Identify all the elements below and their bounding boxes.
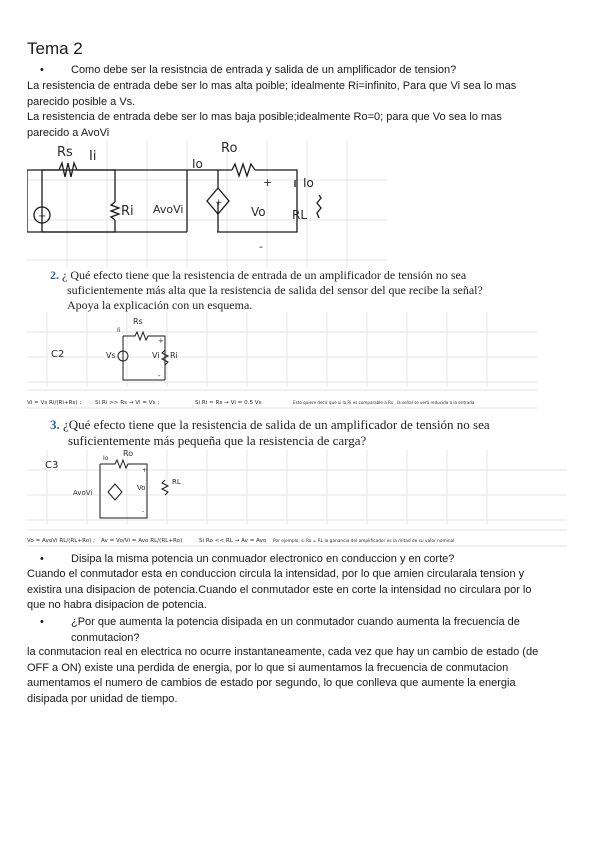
label-ri: Ri [170, 351, 178, 360]
label-avovi: AvoVi [153, 203, 184, 216]
label-plus: + [263, 176, 273, 189]
answer-line: la conmutacion real en electrica no ocurre instantaneamente, cada vez que hay un cambio de estado (de [27, 646, 539, 658]
handwritten-note: Esto quiere decir que si la Ri es comparable a Rs , la señal se verá reducida a la entrada [293, 400, 475, 405]
handwritten-note: Por ejemplo, si Ro = RL la ganancia del amplificador es la mitad de su valor nominal [273, 539, 455, 544]
question-3-line: suficientemente más pequeña que la resistencia de carga? [68, 433, 367, 448]
label-ro: Ro [221, 141, 238, 156]
handwritten-formula: Si Ri ≈ Rs → Vi = 0.5 Vs [195, 400, 262, 406]
answer-line: aumentamos el numero de cambios de estado por segundo, lo que conlleva que aumente la energia [27, 677, 516, 689]
handwritten-formula: Vo = AvoVi RL/(RL+Ro) ; [27, 538, 95, 544]
question-3-line: ¿Qué efecto tiene que la resistencia de salida de un amplificador de tensión no sea [63, 417, 490, 432]
question-5-line: conmutacion? [71, 632, 140, 644]
source-plus-sign: + [38, 211, 47, 222]
handwritten-formula: Si Ri >> Rs → Vi = Vs ; [95, 400, 160, 406]
label-io-top: Io [192, 157, 203, 171]
question-3 [50, 417, 490, 449]
grid-lines [27, 312, 537, 387]
question-4-text: Disipa la misma potencia un conmuador electronico en conduccion y en corte? [71, 553, 455, 565]
answer-line: parecido a AvoVi [27, 126, 110, 139]
label-io-right: Io [303, 176, 314, 190]
answer-line: OFF a ON) existe una perdida de energia, por lo que si aumentamos la frecuencia de conmutacion [27, 661, 509, 674]
label-rs: Rs [57, 145, 73, 160]
label-minus: - [259, 240, 263, 253]
label-minus: - [158, 372, 161, 380]
question-2-line: suficientemente más alta que la resistencia de salida del sensor del que recibe la señal? [67, 283, 483, 297]
handwritten-formula: Av = Vo/Vi = Avo RL/(RL+Ro) [101, 538, 183, 544]
dependent-source-icon [108, 484, 122, 500]
answer-line: La resistencia de entrada debe ser lo mas baja posible;idealmente Ro=0; para que Vo sea lo mas [27, 111, 502, 123]
label-ri: Ri [121, 204, 134, 219]
label-c2: C2 [51, 349, 65, 360]
label-avovi: AvoVi [73, 489, 93, 497]
question-5-text [71, 614, 520, 646]
circuit-c2-diagram [27, 312, 537, 412]
label-ii: Ii [117, 327, 121, 334]
label-vs: Vs [106, 351, 116, 360]
amplifier-circuit-diagram [27, 140, 587, 268]
label-ro: Ro [123, 450, 134, 458]
question-2 [50, 268, 483, 313]
answer-line: que no habra disipacion de potencia. [27, 599, 207, 611]
label-vo: Vo [137, 484, 146, 492]
label-minus: - [142, 508, 145, 515]
handwritten-formula: Vi = Vs Ri/(Ri+Rs) ; [27, 400, 82, 406]
answer-line: Cuando el conmutador esta en conduccion circula la intensidad, por lo que amien circularala tension y [27, 568, 525, 580]
label-vo: Vo [251, 205, 266, 219]
load-resistor-icon [317, 195, 321, 218]
answer-line: La resistencia de entrada debe ser lo mas alta poible; idealmente Ri=infinito, Para que Vi sea lo mas [27, 80, 517, 92]
dependent-source-plus: + [215, 198, 223, 208]
grid-lines [27, 140, 387, 268]
label-plus: + [142, 467, 148, 474]
answer-5 [27, 645, 577, 707]
label-c3: C3 [45, 460, 59, 471]
answer-line: existira una disipacion de potencia.Cuando el conmutador este en corte la intensidad no circulara por lo [27, 583, 532, 596]
answer-line: parecido posible a Vs. [27, 95, 136, 108]
answer-1 [27, 79, 577, 141]
bullet-icon: • [40, 64, 44, 76]
answer-line: disipada por unidad de tiempo. [27, 692, 178, 705]
question-2-line: ¿ Qué efecto tiene que la resistencia de entrada de un amplificador de tensión no sea [62, 268, 467, 282]
question-5-line: ¿Por que aumenta la potencia disipada en un conmutador cuando aumenta la frecuencia de [71, 616, 520, 628]
page-title: Tema 2 [27, 39, 83, 58]
circuit-c3-diagram [27, 450, 567, 550]
bullet-icon: • [40, 616, 44, 628]
question-3-number: 3. [50, 417, 60, 432]
label-vi: Vi [152, 351, 160, 360]
label-ii: Ii [89, 149, 97, 164]
label-io: Io [103, 455, 109, 462]
bullet-icon: • [40, 553, 44, 565]
question-2-line: Apoya la explicación con un esquema. [67, 298, 253, 312]
label-rl: RL [172, 478, 181, 486]
label-plus: + [158, 337, 164, 345]
answer-4 [27, 567, 577, 614]
label-rs: Rs [133, 317, 143, 326]
question-2-number: 2. [50, 268, 59, 282]
label-rl: RL [292, 208, 308, 222]
question-1-text: Como debe ser la resistncia de entrada y salida de un amplificador de tension? [71, 64, 457, 76]
handwritten-formula: Si Ro << RL → Av = Avo [199, 538, 267, 544]
